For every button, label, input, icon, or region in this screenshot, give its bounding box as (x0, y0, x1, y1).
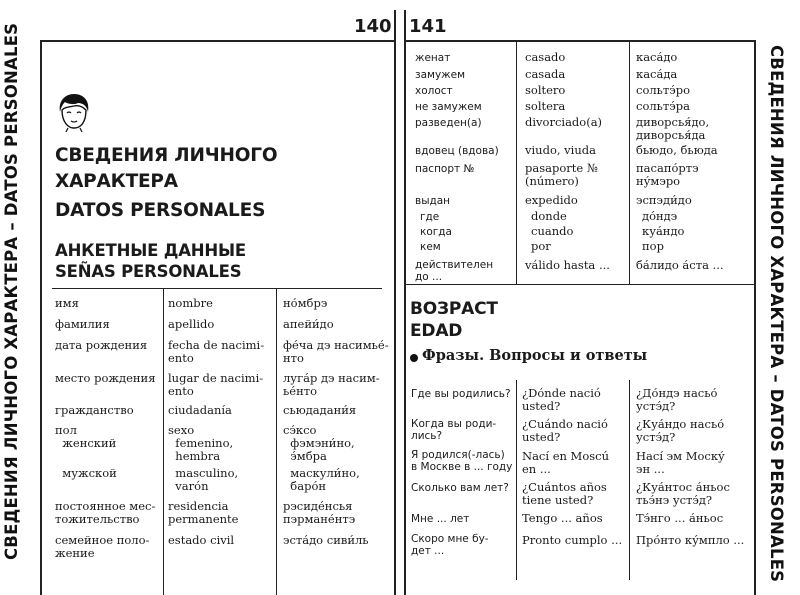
phrases-bullet (410, 354, 418, 362)
cell-es: Tengo ... años (522, 511, 603, 525)
cell-ru: когда (420, 226, 452, 238)
cell-ru: фамилия (55, 317, 110, 331)
age-heading-es: EDAD (410, 321, 463, 341)
cell-tr: Про́нто ку́мпло ... (636, 533, 745, 547)
cell-es: ¿Cuándo nació usted? (522, 417, 608, 444)
subsection-title-es: SEÑAS PERSONALES (55, 262, 242, 281)
cell-tr: сольтэ́ра (636, 99, 690, 113)
cell-tr: до́ндэ (642, 209, 678, 223)
phrase-col-divider-2 (629, 380, 630, 580)
cell-tr: эста́до сиви́ль (283, 533, 369, 547)
top-rule-right (404, 40, 754, 42)
cell-tr: сэ́ксо фэмэни́но, э́мбра (283, 423, 355, 463)
cell-es: viudo, viuda (525, 143, 596, 157)
cell-ru: семейное поло- жение (55, 533, 150, 560)
spine-right-rule (404, 10, 406, 595)
right-table-col-divider-2 (629, 42, 630, 284)
cell-es: válido hasta ... (525, 258, 610, 272)
cell-ru: пол женский (55, 423, 117, 450)
table-col-divider-1 (163, 288, 164, 595)
cell-tr: Тэ́нго ... а́ньос (636, 511, 724, 525)
cell-ru: действителен до ... (415, 259, 494, 283)
cell-es: nombre (168, 296, 213, 310)
left-margin-rule (40, 40, 42, 595)
cell-tr: апейи́до (283, 317, 334, 331)
cell-ru: Мне ... лет (411, 513, 470, 525)
cell-es: fecha de nacimi- ento (168, 338, 265, 365)
cell-tr: ¿Куа́ндо насьо́ устэ́д? (636, 417, 725, 444)
cell-ru: дата рождения (55, 338, 148, 352)
cell-ru: вдовец (вдова) (415, 145, 499, 157)
cell-es: masculino, varón (175, 466, 239, 493)
cell-ru: Когда вы роди- лись? (411, 418, 497, 442)
page-number-right: 141 (409, 16, 447, 37)
section-title-ru-2: ХАРАКТЕРА (55, 171, 178, 192)
cell-es: Pronto cumplo ... (522, 533, 623, 547)
cell-ru: паспорт № (415, 163, 475, 175)
cell-ru: женат (415, 52, 451, 64)
cell-es: donde (531, 209, 567, 223)
cell-es: pasaporte № (número) (525, 161, 598, 188)
cell-ru: Я родился(-лась) в Москве в ... году (411, 449, 513, 473)
cell-tr: эспэди́до (636, 193, 692, 207)
cell-ru: кем (420, 241, 441, 253)
side-title-left: СВЕДЕНИЯ ЛИЧНОГО ХАРАКТЕРА – DATOS PERSONALES (2, 22, 21, 560)
cell-es: por (531, 239, 551, 253)
cell-tr: каса́да (636, 67, 678, 81)
cell-ru: выдан (415, 195, 451, 207)
subsection-title-ru: АНКЕТНЫЕ ДАННЫЕ (55, 241, 246, 260)
cell-ru: разведен(а) (415, 117, 482, 129)
cell-tr: сьюдадани́я (283, 403, 357, 417)
cell-ru: имя (55, 296, 79, 310)
cell-tr: пор (642, 239, 664, 253)
cell-es: casado (525, 50, 566, 64)
cell-es: ciudadanía (168, 403, 232, 417)
cell-tr: Насí эм Моску́ эн ... (636, 449, 725, 476)
cell-es: casada (525, 67, 566, 81)
cell-es: apellido (168, 317, 215, 331)
table-top-rule (52, 288, 382, 289)
cell-tr: куа́ндо (642, 224, 685, 238)
cell-tr: сольтэ́ро (636, 83, 691, 97)
phrase-col-divider-1 (516, 380, 517, 580)
cell-ru: холост (415, 85, 453, 97)
cell-ru: гражданство (55, 403, 134, 417)
right-margin-rule (754, 40, 756, 595)
cell-tr: маскули́но, баро́н (290, 466, 360, 493)
cell-es: residencia permanente (168, 499, 239, 526)
section-title-es: DATOS PERSONALES (55, 200, 266, 221)
cell-ru: Где вы родились? (411, 388, 511, 400)
cell-es: divorciado(a) (525, 115, 603, 129)
cell-ru: Скоро мне бу- дет ... (411, 533, 489, 557)
table-col-divider-2 (276, 288, 277, 595)
cell-ru: Сколько вам лет? (411, 482, 509, 494)
cell-es: expedido (525, 193, 578, 207)
cell-ru: где (420, 211, 440, 223)
side-title-right: СВЕДЕНИЯ ЛИЧНОГО ХАРАКТЕРА – DATOS PERSONALES (767, 45, 786, 583)
cell-ru: не замужем (415, 101, 482, 113)
spine-left-rule (394, 10, 396, 595)
age-section-rule (404, 284, 754, 285)
cell-ru: мужской (55, 466, 117, 480)
cell-tr: каса́до (636, 50, 678, 64)
section-title-ru-1: СВЕДЕНИЯ ЛИЧНОГО (55, 145, 278, 166)
cell-es: soltero (525, 83, 566, 97)
cell-es: ¿Cuántos años tiene usted? (522, 480, 607, 507)
cell-es: sexo femenino, hembra (168, 423, 234, 463)
cell-tr: рэсиде́нсья пэрмане́нтэ (283, 499, 356, 526)
cell-es: estado civil (168, 533, 235, 547)
cell-tr: ¿До́ндэ насьо́ устэ́д? (636, 386, 718, 413)
page-number-left: 140 (354, 16, 392, 37)
cell-es: cuando (531, 224, 574, 238)
cell-tr: ба́лидо а́ста ... (636, 258, 724, 272)
phrases-heading: Фразы. Вопросы и ответы (422, 347, 648, 364)
cell-tr: бьюдо, бьюда (636, 143, 718, 157)
cell-ru: место рождения (55, 371, 156, 385)
right-table-col-divider-1 (516, 42, 517, 284)
cell-es: ¿Dónde nació usted? (522, 386, 601, 413)
cell-ru: замужем (415, 69, 465, 81)
cell-es: lugar de nacimi- ento (168, 371, 264, 398)
cell-tr: ¿Куа́нтос а́ньос тьэ́нэ устэ́д? (636, 480, 730, 507)
age-heading-ru: ВОЗРАСТ (410, 299, 498, 319)
person-face-icon (56, 92, 92, 132)
cell-tr: диворсья́до, диворсья́да (636, 115, 710, 142)
cell-tr: луга́р дэ насим- ье́нто (283, 371, 380, 398)
cell-tr: фе́ча дэ насимье́- нто (283, 338, 389, 365)
cell-tr: пасапо́ртэ ну́мэро (636, 161, 699, 188)
top-rule-left (40, 40, 395, 42)
cell-es: Nací en Moscú en ... (522, 449, 610, 476)
cell-ru: постоянное мес- тожительство (55, 499, 156, 526)
cell-es: soltera (525, 99, 566, 113)
cell-tr: но́мбрэ (283, 296, 328, 310)
